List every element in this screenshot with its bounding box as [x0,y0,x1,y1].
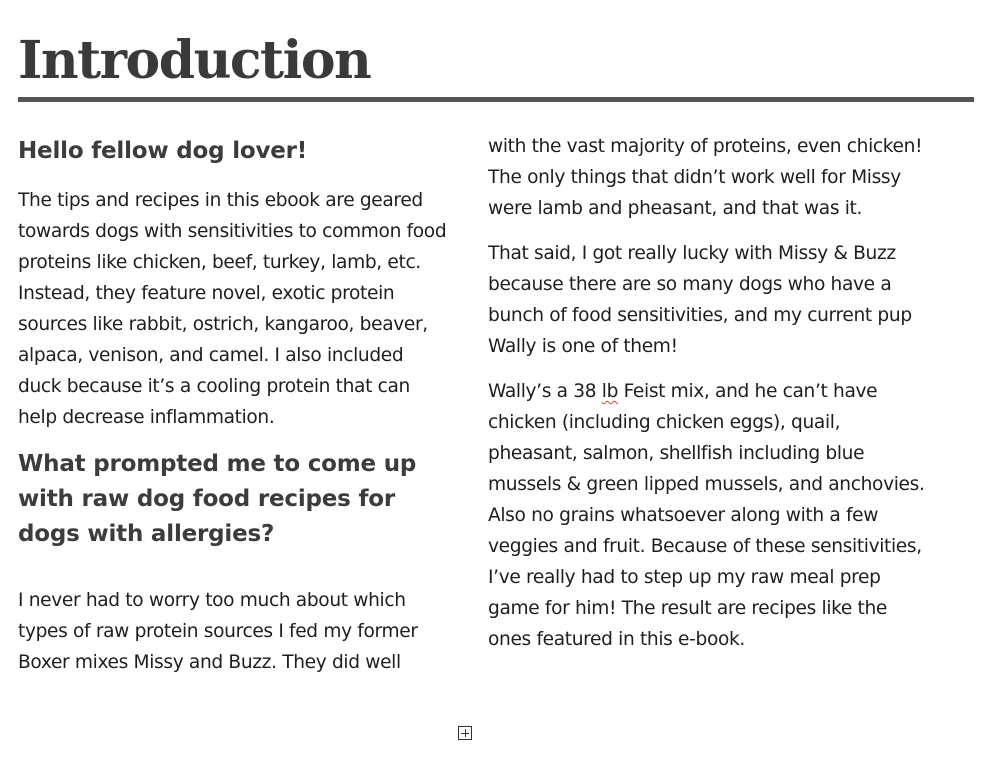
paragraph-intro: The tips and recipes in this ebook are geared towards dogs with sensitivities to common food proteins like chicken, beef, turkey, lamb, etc. Instead, they feature novel, exotic protein sources like rabbit, ostrich, kangaroo, beaver, alpaca, venison, and camel. I also included duck because it’s a cooling protein that can help decrease inflammation. [18,190,447,428]
plus-square-icon[interactable] [458,726,472,740]
heading-hello: Hello fellow dog lover! [18,138,308,164]
left-column [18,130,448,678]
page-title: Introduction [18,30,371,91]
paragraph-wally [488,376,928,655]
paragraph-lucky: That said, I got really lucky with Missy & Buzz because there are so many dogs who have a bunch of food sensitivities, and my current pup Wally is one of them! [488,243,912,357]
right-column [488,131,928,655]
paragraph-proteins-continued: with the vast majority of proteins, even chicken! The only things that didn’t work well for Missy were lamb and pheasant, and that was it. [488,136,923,219]
paragraph-former-dogs: I never had to worry too much about which types of raw protein sources I fed my former Boxer mixes Missy and Buzz. They did well [18,590,418,673]
heading-what-prompted: What prompted me to come up with raw dog food recipes for dogs with allergies? [18,451,417,547]
paragraph-wally-part2: Feist mix, and he can’t have chicken (including chicken eggs), quail, pheasant, salmon, shellfish including blue mussels & green lipped mussels, and anchovies. Also no grains whatsoever along with a few veggies and fruit. Because of these sensitivities, I’ve really had to step up my raw meal prep game for him! The result are recipes like the ones featured in this e-book. [488,381,925,650]
paragraph-wally-part1: Wally’s a 38 [488,381,602,402]
misspelled-word[interactable]: lb [601,381,619,402]
title-divider [18,97,974,102]
